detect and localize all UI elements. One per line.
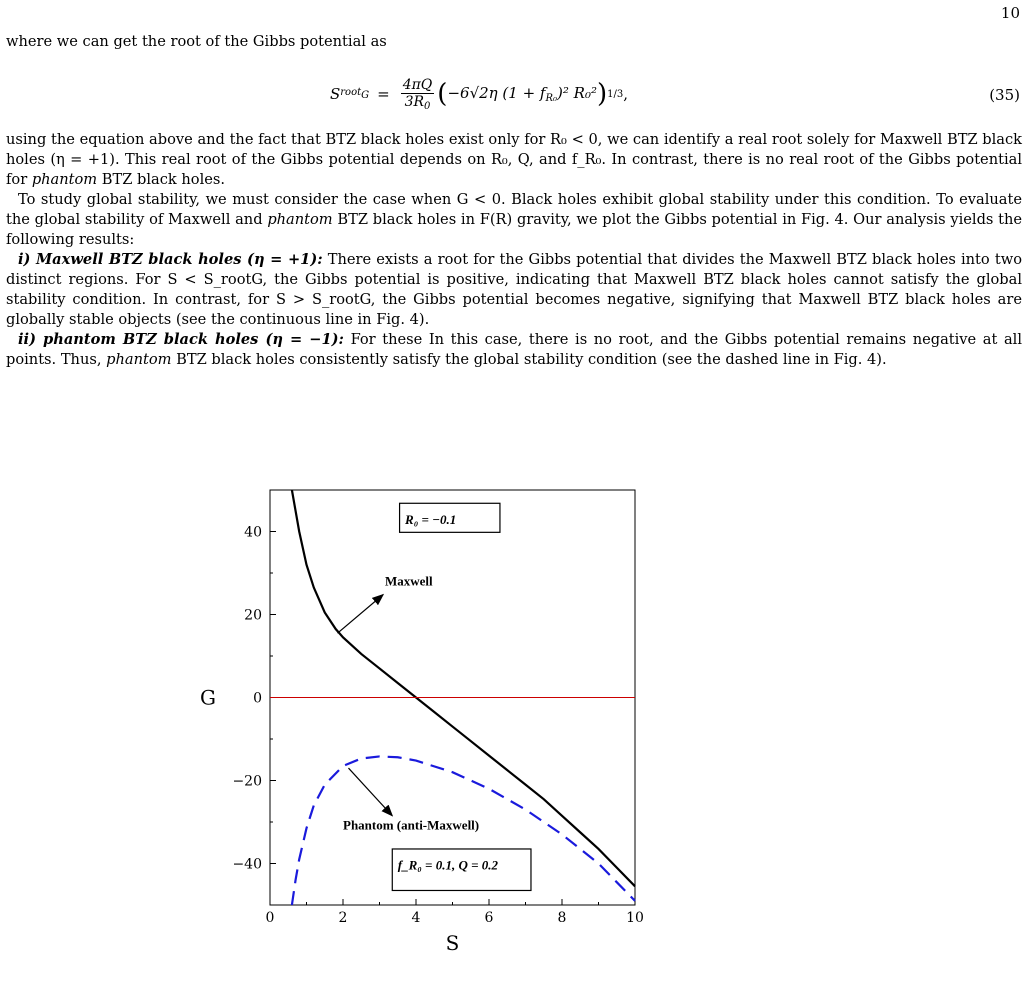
eq-frac-den: $3R_0$ bbox=[404, 93, 431, 112]
x-tick-label: 4 bbox=[411, 910, 421, 926]
x-tick-label: 6 bbox=[484, 910, 494, 926]
eq-exponent: 1/3 bbox=[607, 88, 624, 100]
equation-body: S rootG = $\frac{4\pi Q}{3R_0}$ ( −6√2η $(1 + f_{R_0})^2$ R₀² ) 1/3 , bbox=[330, 76, 629, 112]
body-text bbox=[6, 130, 1022, 370]
equation-35 bbox=[0, 70, 1028, 116]
paragraph-3: i) Maxwell BTZ black holes (η = +1): There exists a root for the Gibbs potential that divides the Maxwell BTZ black holes into two distinct regions. For S < S_rootG, the Gibbs potential is positive, indicating that Maxwell BTZ black holes cannot satisfy the global stability condition. In contrast, for S > S_rootG, the Gibbs potential becomes negative, signifying that Maxwell BTZ black holes are globally stable objects (see the continuous line in Fig. 4). bbox=[6, 251, 1022, 328]
maxwell-label: Maxwell bbox=[384, 573, 433, 589]
y-tick-label: 20 bbox=[244, 607, 262, 624]
y-tick-label: −20 bbox=[232, 773, 262, 790]
y-axis-label: G bbox=[200, 685, 216, 710]
page-number: 10 bbox=[1000, 4, 1020, 22]
y-tick-label: 0 bbox=[253, 690, 262, 707]
intro-line: where we can get the root of the Gibbs potential as bbox=[6, 33, 387, 50]
y-tick-label: 40 bbox=[244, 524, 262, 541]
x-tick-label: 0 bbox=[265, 910, 275, 926]
paragraph-4: ii) phantom BTZ black holes (η = −1): For these In this case, there is no root, and the Gibbs potential remains negative at all points. Thus, phantom BTZ black holes consistently satisfy the global stability condition (see the dashed line in Fig. 4). bbox=[6, 331, 1022, 368]
params-box-label: f_R₀ = 0.1, Q = 0.2 bbox=[397, 857, 498, 873]
x-tick-label: 10 bbox=[626, 910, 644, 926]
gibbs-chart bbox=[180, 480, 660, 960]
x-tick-label: 2 bbox=[338, 910, 348, 926]
eq-inner: −6√2η $(1 + f_{R_0})^2$ R₀² bbox=[447, 84, 597, 104]
paragraph-1: using the equation above and the fact that BTZ black holes exist only for R₀ < 0, we can identify a real root solely for Maxwell BTZ black holes (η = +1). This real root of the Gibbs potential depends on R₀, Q, and f_R₀. In contrast, there is no real root of the Gibbs potential for phantom BTZ black holes. bbox=[6, 131, 1022, 188]
paragraph-2: To study global stability, we must consider the case when G < 0. Black holes exhibit global stability under this condition. To evaluate the global stability of Maxwell and phantom BTZ black holes in F(R) gravity, we plot the Gibbs potential in Fig. 4. Our analysis yields the following results: bbox=[6, 191, 1023, 248]
x-axis-label: S bbox=[445, 931, 460, 955]
phantom-label: Phantom (anti-Maxwell) bbox=[343, 817, 480, 833]
intro-text bbox=[6, 32, 1022, 52]
equation-number: (35) bbox=[989, 86, 1020, 104]
phantom-arrow bbox=[348, 768, 392, 816]
eq-lhs-sub: rootG bbox=[340, 87, 370, 101]
eq-frac-num: 4πQ bbox=[402, 76, 433, 93]
x-tick-label: 8 bbox=[557, 910, 567, 926]
maxwell-arrow bbox=[338, 595, 384, 634]
y-tick-label: −40 bbox=[232, 856, 262, 873]
eq-fraction bbox=[401, 77, 435, 112]
r0-box-label: R₀ = −0.1 bbox=[405, 512, 457, 528]
eq-lhs: S bbox=[330, 85, 341, 103]
